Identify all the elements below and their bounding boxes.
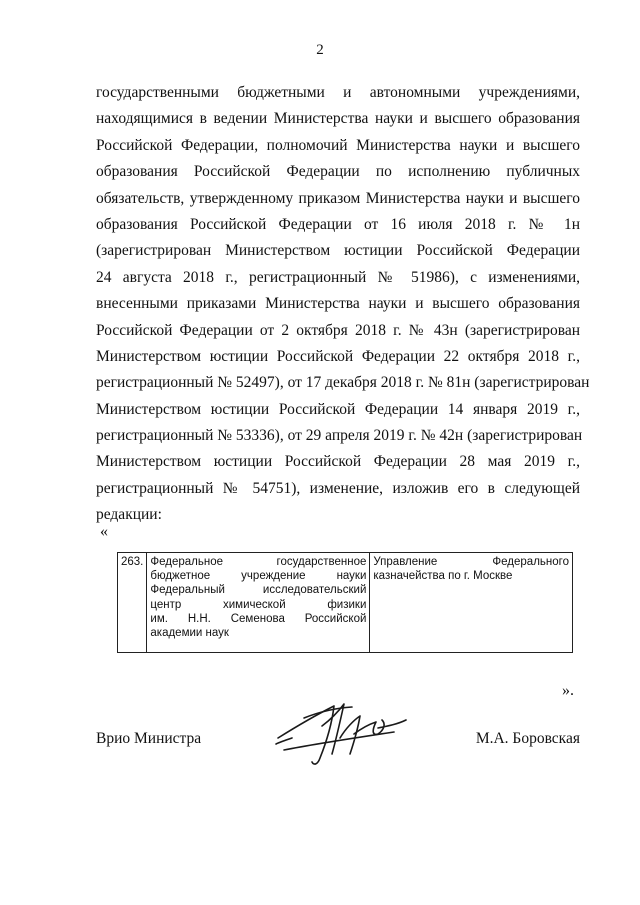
body-line: регистрационный № 53336), от 29 апреля 2019 г. № 42н (зарегистрирован [96, 427, 583, 445]
body-line: Российской Федерации от 2 октября 2018 г. № 43н (зарегистрирован [96, 321, 580, 339]
organization-line: центр химической физики [150, 598, 367, 611]
body-line: находящимися в ведении Министерства науки и высшего образования [96, 110, 580, 128]
body-line: редакции: [96, 506, 162, 524]
treasury-cell [370, 553, 573, 653]
handwritten-signature [274, 698, 409, 768]
body-line: (зарегистрирован Министерством юстиции Российской Федерации [96, 242, 580, 260]
organization-line: Федеральный исследовательский [150, 584, 367, 597]
body-line: Министерством юстиции Российской Федерации 28 мая 2019 г., [96, 453, 580, 471]
signatory-title: Врио Министра [96, 730, 202, 747]
body-line: Министерством юстиции Российской Федерации 14 января 2019 г., [96, 400, 580, 418]
body-line: Российской Федерации, полномочий Министерства науки и высшего [96, 136, 580, 154]
body-line: образования Российской Федерации по исполнению публичных [96, 163, 580, 181]
treasury-line: казначейства по г. Москве [373, 570, 513, 583]
body-text [96, 80, 590, 529]
body-line: Министерством юстиции Российской Федерации 22 октября 2018 г., [96, 347, 580, 365]
organization-cell [147, 553, 370, 653]
organization-line: им. Н.Н. Семенова Российской [150, 612, 367, 625]
organization-line: Федеральное государственное [150, 556, 367, 568]
row-number-cell: 263. [118, 553, 147, 653]
page-number: 2 [316, 42, 324, 58]
table-row [118, 553, 573, 653]
signatory-name: М.А. Боровская [475, 730, 580, 747]
body-line: образования Российской Федерации от 16 июля 2018 г. № 1н [96, 215, 580, 233]
signature-block [96, 730, 580, 770]
close-quote: ». [562, 682, 574, 699]
body-line: регистрационный № 54751), изменение, изложив его в следующей [96, 479, 580, 497]
treasury-line: Управление Федерального [373, 556, 569, 568]
open-quote: « [100, 523, 108, 540]
body-line: внесенными приказами Министерства науки и высшего образования [96, 295, 580, 313]
body-line: 24 августа 2018 г., регистрационный № 51986), с изменениями, [96, 268, 580, 286]
amendment-table [117, 552, 573, 653]
body-line: государственными бюджетными и автономными учреждениями, [96, 84, 580, 101]
body-line: регистрационный № 52497), от 17 декабря 2018 г. № 81н (зарегистрирован [96, 374, 590, 392]
body-line: обязательств, утвержденному приказом Министерства науки и высшего [96, 189, 580, 207]
organization-line: академии наук [150, 627, 229, 640]
organization-line: бюджетное учреждение науки [150, 570, 367, 583]
